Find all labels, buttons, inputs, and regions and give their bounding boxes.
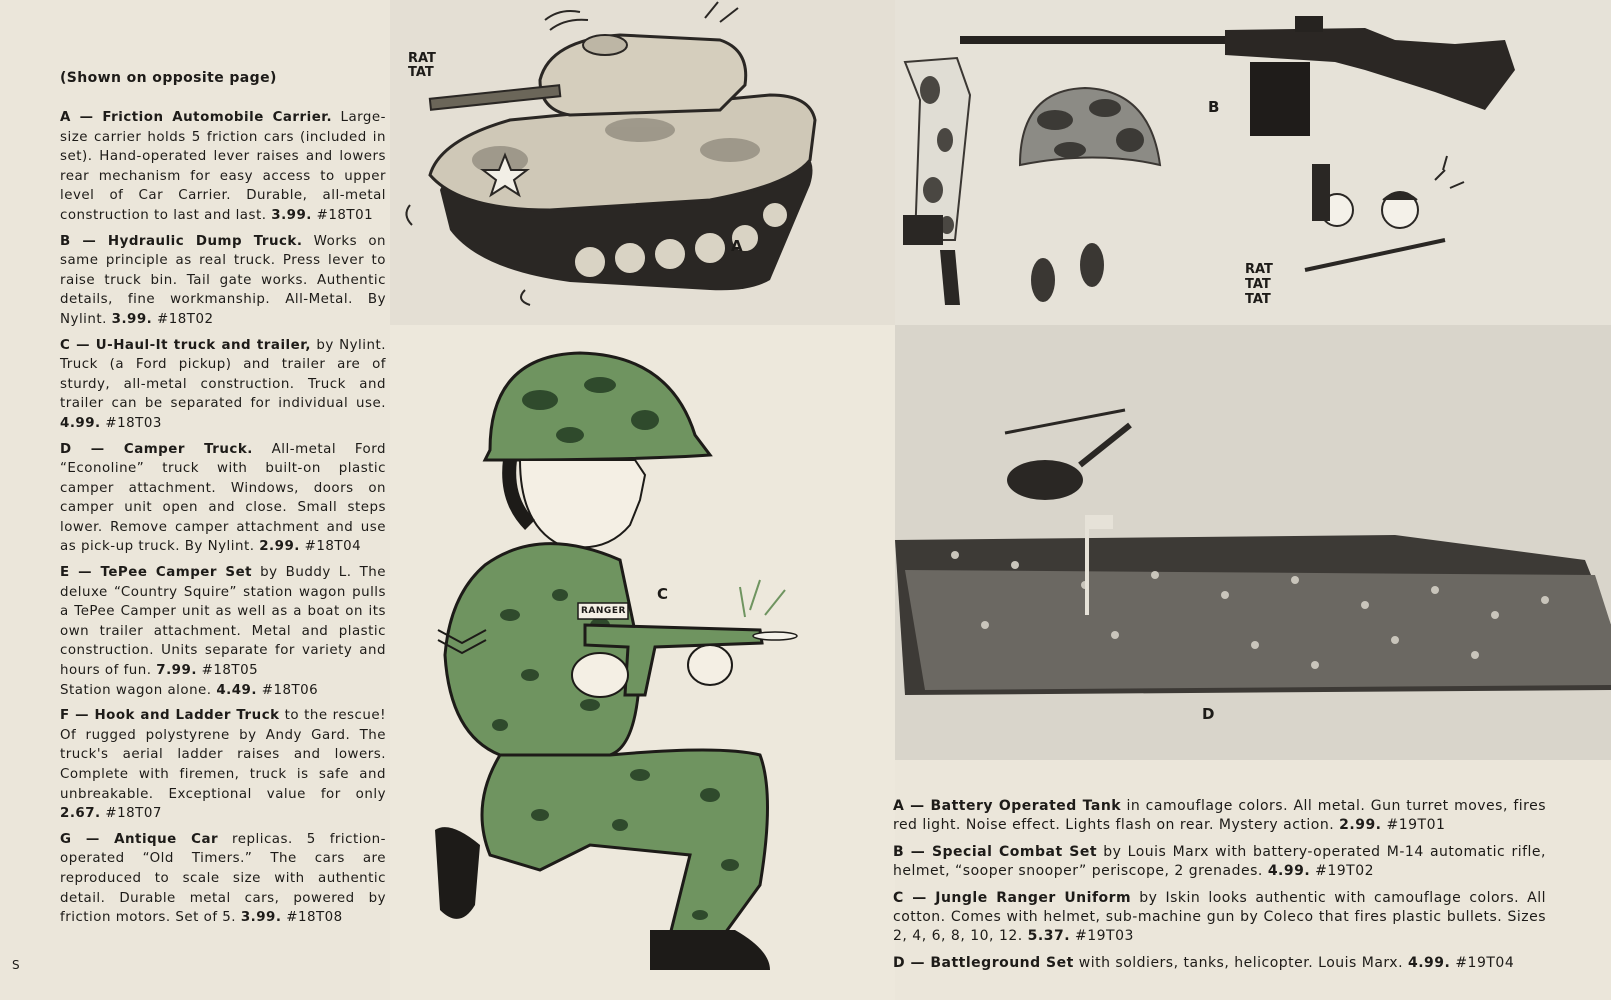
item-body: with soldiers, tanks, helicopter. Louis Marx. — [1073, 955, 1408, 971]
ranger-patch-text: RANGER — [581, 606, 626, 616]
item-price: 4.99. — [60, 415, 101, 431]
item-d-battleground-set — [893, 954, 1546, 973]
left-items-list — [60, 108, 386, 934]
item-title: G — Antique Car — [60, 831, 219, 847]
item-title: D — Battleground Set — [893, 955, 1074, 971]
photo-label-c: C — [657, 585, 669, 603]
combat-cartoon — [1305, 156, 1464, 270]
helmet-photo — [1020, 88, 1160, 165]
rat-tat-tat-sound-text: RAT TAT TAT — [1245, 262, 1273, 307]
item-price: 5.37. — [1027, 928, 1071, 944]
item-title: F — Hook and Ladder Truck — [60, 708, 280, 724]
item-a-battery-tank — [893, 797, 1546, 835]
item-body: All-metal Ford “Econoline” truck with built-on plastic camper attachment. Windows, doors on camper unit open and close. Small steps lower. Remove camper attachment and use as pick-up truck. By Nylint. — [60, 441, 387, 555]
item-code: #18T02 — [152, 311, 214, 327]
item-code: #18T01 — [311, 207, 374, 223]
item-e-tepee-camper — [60, 563, 386, 700]
item-body: in camouflage colors. All metal. Gun turret moves, fires red light. Noise effect. Lights flash on rear. Mystery action. — [893, 798, 1546, 833]
item-price: 3.99. — [111, 311, 153, 327]
item-price: 3.99. — [240, 910, 282, 926]
jungle-ranger-panel — [390, 325, 895, 1000]
item-code: #18T05 — [196, 663, 259, 679]
item-body: Large-size carrier holds 5 friction cars (included in set). Hand-operated lever raises and lowers rear mechanism for easy access to upper level of Car Carrier. Durable, all-metal construction to last and last. — [60, 110, 386, 223]
item-body: to the rescue! Of rugged polystyrene by Andy Gard. The truck's aerial ladder raises and lowers. Complete with firemen, truck is safe and unbreakable. Exceptional value for only — [60, 708, 386, 802]
item-title: E — TePee Camper Set — [60, 565, 253, 581]
toy-tank-illustration — [390, 0, 895, 325]
item-code: #19T03 — [1070, 928, 1134, 944]
battleground-panel — [895, 325, 1611, 760]
item-c-uhaul-truck — [60, 336, 386, 434]
right-items-list — [893, 797, 1546, 981]
item-b-special-combat-set — [893, 843, 1546, 881]
photo-label-a: A — [731, 237, 743, 255]
item-f-hook-ladder — [60, 706, 386, 824]
combat-set-panel — [895, 0, 1611, 325]
item-body: by Buddy L. The deluxe “Country Squire” station wagon pulls a TePee Camper unit as well as a boat on its own trailer attachment. Metal and plastic construction. Units separate for variety and hours of fun. — [60, 565, 386, 679]
left-column — [0, 0, 390, 1000]
item-price: 2.99. — [259, 539, 300, 555]
item-code: #18T08 — [281, 910, 343, 926]
item-extra-price: 4.49. — [216, 682, 257, 698]
item-title: A — Battery Operated Tank — [893, 798, 1122, 814]
item-code: #19T02 — [1310, 863, 1375, 879]
item-code: #19T04 — [1450, 955, 1515, 971]
item-title: C — Jungle Ranger Uniform — [893, 890, 1132, 906]
item-price: 2.99. — [1339, 817, 1382, 833]
item-d-camper-truck — [60, 440, 386, 558]
item-extra-code: #18T06 — [256, 682, 319, 698]
item-c-jungle-ranger-uniform — [893, 889, 1546, 946]
item-code: #18T04 — [299, 539, 362, 555]
battleground-diorama-photo — [895, 325, 1611, 760]
photo-label-b: B — [1208, 98, 1220, 116]
item-title: B — Special Combat Set — [893, 844, 1098, 860]
item-title: A — Friction Automobile Carrier. — [60, 110, 333, 125]
item-price: 4.99. — [1408, 955, 1451, 971]
shown-on-opposite-page-header: (Shown on opposite page) — [60, 70, 277, 86]
item-body: Works on same principle as real truck. Press lever to raise truck bin. Tail gate works. Authentic details, fine workmanship. All-Metal. By Nylint. — [60, 233, 386, 327]
item-code: #18T03 — [100, 415, 162, 431]
item-title: C — U-Haul-It truck and trailer, — [60, 337, 311, 353]
item-g-antique-car — [60, 830, 386, 928]
photo-label-d: D — [1202, 705, 1215, 723]
item-body: by Louis Marx with battery-operated M-14 automatic rifle, helmet, “sooper snooper” periscope, 2 grenades. — [893, 844, 1546, 879]
item-code: #19T01 — [1381, 817, 1446, 833]
item-title: B — Hydraulic Dump Truck. — [60, 233, 303, 249]
tank-panel — [390, 0, 895, 325]
item-body: by Nylint. Truck (a Ford pickup) and trailer are of sturdy, all-metal construction. Truck and trailer can be separated for individual use. — [60, 337, 386, 412]
page-marker: S — [12, 958, 20, 972]
item-price: 2.67. — [60, 806, 101, 822]
grenade-photo — [1031, 243, 1104, 302]
helicopter-photo — [1005, 410, 1130, 500]
item-extra: Station wagon alone. — [60, 682, 217, 698]
item-price: 4.99. — [1267, 863, 1311, 879]
item-b-dump-truck — [60, 232, 386, 330]
item-price: 7.99. — [156, 663, 197, 679]
periscope-photo — [903, 58, 970, 305]
boy-soldier-illustration — [390, 325, 895, 1000]
item-code: #18T07 — [100, 806, 162, 822]
rat-tat-sound-text: RAT TAT — [408, 51, 436, 80]
item-body: replicas. 5 friction-operated “Old Timers.” The cars are reproduced to scale size with authentic detail. Durable metal cars, powered by friction motors. Set of 5. — [60, 831, 386, 926]
item-title: D — Camper Truck. — [60, 441, 253, 457]
item-body: by Iskin looks authentic with camouflage colors. All cotton. Comes with helmet, sub-machine gun by Coleco that fires plastic bullets. Sizes 2, 4, 6, 8, 10, 12. — [893, 890, 1546, 944]
item-a-friction-carrier — [60, 108, 386, 226]
item-price: 3.99. — [271, 207, 312, 223]
